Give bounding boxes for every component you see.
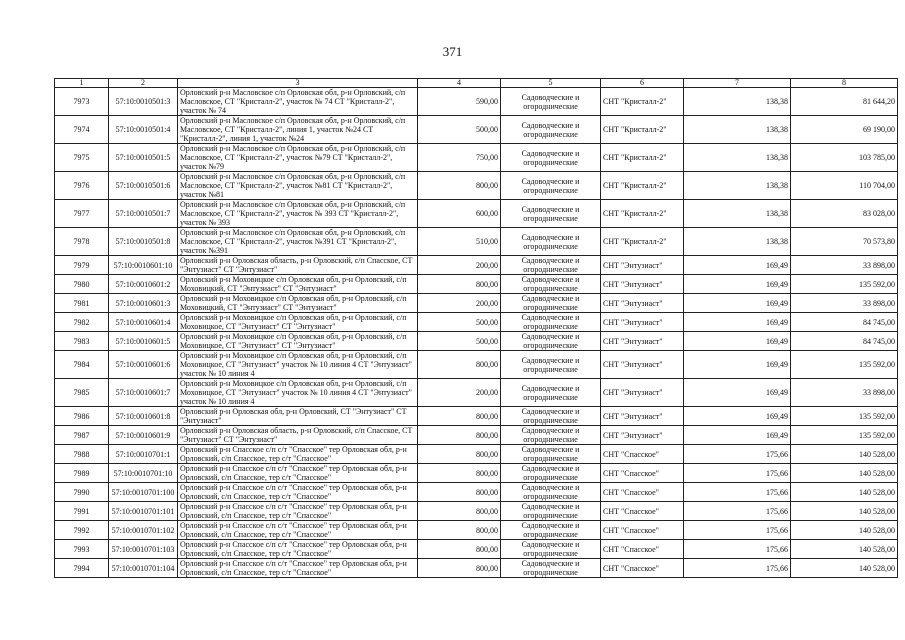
unit-price-cell: 169,49 xyxy=(684,275,791,294)
area-cell: 500,00 xyxy=(418,332,501,351)
area-cell: 750,00 xyxy=(418,144,501,172)
land-use-cell: Садоводческие и огороднические xyxy=(501,200,601,228)
table-row xyxy=(55,200,898,228)
cadastral-value-cell: 140 528,00 xyxy=(791,464,898,483)
unit-price-cell: 138,38 xyxy=(684,88,791,116)
address-cell: Орловский р-н Спасское с/п с/т "Спасское" тер Орловская обл, р-н Орловский, с/п Спасское, тер с/т "Спасское" xyxy=(178,521,418,540)
area-cell: 800,00 xyxy=(418,521,501,540)
cadastral-value-cell: 33 898,00 xyxy=(791,256,898,275)
land-use-cell: Садоводческие и огороднические xyxy=(501,275,601,294)
organization-cell: СНТ "Энтузиаст" xyxy=(601,379,684,407)
address-cell: Орловский р-н Масловское с/п Орловская обл, р-н Орловский, с/п Масловское, СТ "Кристалл-2", участок №391 СТ "Кристалл-2", участок №391 xyxy=(178,228,418,256)
table-row xyxy=(55,313,898,332)
table-row xyxy=(55,559,898,578)
area-cell: 590,00 xyxy=(418,88,501,116)
cadastral-number: 57:10:0010501:6 xyxy=(109,172,178,200)
organization-cell: СНТ "Спасское" xyxy=(601,464,684,483)
organization-cell: СНТ "Спасское" xyxy=(601,502,684,521)
address-cell: Орловский р-н Масловское с/п Орловская обл, р-н Орловский, с/п Масловское, СТ "Кристалл-2", участок №79 СТ "Кристалл-2", участок №79 xyxy=(178,144,418,172)
unit-price-cell: 175,66 xyxy=(684,521,791,540)
unit-price-cell: 169,49 xyxy=(684,407,791,426)
column-header: 4 xyxy=(418,79,501,88)
row-number: 7993 xyxy=(55,540,109,559)
cadastral-value-cell: 103 785,00 xyxy=(791,144,898,172)
row-number: 7994 xyxy=(55,559,109,578)
unit-price-cell: 169,49 xyxy=(684,351,791,379)
row-number: 7980 xyxy=(55,275,109,294)
table-row xyxy=(55,228,898,256)
unit-price-cell: 175,66 xyxy=(684,502,791,521)
address-cell: Орловский р-н Моховицкое с/п Орловская обл, р-н Орловский, с/п Моховицкое, СТ "Энтузиаст" СТ "Энтузиаст" xyxy=(178,332,418,351)
table-row xyxy=(55,407,898,426)
cadastral-value-cell: 140 528,00 xyxy=(791,502,898,521)
cadastral-number: 57:10:0010501:3 xyxy=(109,88,178,116)
land-use-cell: Садоводческие и огороднические xyxy=(501,351,601,379)
cadastral-value-cell: 84 745,00 xyxy=(791,313,898,332)
cadastral-number: 57:10:0010701:100 xyxy=(109,483,178,502)
organization-cell: СНТ "Энтузиаст" xyxy=(601,426,684,445)
column-header: 1 xyxy=(55,79,109,88)
area-cell: 800,00 xyxy=(418,275,501,294)
unit-price-cell: 138,38 xyxy=(684,228,791,256)
land-use-cell: Садоводческие и огороднические xyxy=(501,540,601,559)
cadastral-number: 57:10:0010501:7 xyxy=(109,200,178,228)
organization-cell: СНТ "Кристалл-2" xyxy=(601,200,684,228)
organization-cell: СНТ "Кристалл-2" xyxy=(601,144,684,172)
unit-price-cell: 175,66 xyxy=(684,540,791,559)
land-use-cell: Садоводческие и огороднические xyxy=(501,144,601,172)
cadastral-value-cell: 69 190,00 xyxy=(791,116,898,144)
table-row xyxy=(55,464,898,483)
land-use-cell: Садоводческие и огороднические xyxy=(501,502,601,521)
unit-price-cell: 138,38 xyxy=(684,200,791,228)
organization-cell: СНТ "Спасское" xyxy=(601,483,684,502)
row-number: 7987 xyxy=(55,426,109,445)
row-number: 7984 xyxy=(55,351,109,379)
address-cell: Орловский р-н Масловское с/п Орловская обл, р-н Орловский, с/п Масловское, СТ "Кристалл-2", участок № 74 СТ "Кристалл-2", участок № 74 xyxy=(178,88,418,116)
row-number: 7974 xyxy=(55,116,109,144)
address-cell: Орловский р-н Орловская область, р-н Орловский, с/п Спасское, СТ "Энтузиаст" СТ "Энтузиаст" xyxy=(178,426,418,445)
cadastral-value-cell: 110 704,00 xyxy=(791,172,898,200)
row-number: 7981 xyxy=(55,294,109,313)
cadastral-value-cell: 135 592,00 xyxy=(791,351,898,379)
land-registry-table xyxy=(54,78,898,578)
area-cell: 500,00 xyxy=(418,313,501,332)
area-cell: 500,00 xyxy=(418,116,501,144)
row-number: 7989 xyxy=(55,464,109,483)
address-cell: Орловский р-н Спасское с/п с/т "Спасское" тер Орловская обл, р-н Орловский, с/п Спасское, тер с/т "Спасское" xyxy=(178,559,418,578)
table-row xyxy=(55,540,898,559)
address-cell: Орловский р-н Моховицкое с/п Орловская обл, р-н Орловский, с/п Моховицкое, СТ "Энтузиаст" участок № 10 линия 4 СТ "Энтузиаст" участок № 10 линия 4 xyxy=(178,379,418,407)
row-number: 7982 xyxy=(55,313,109,332)
organization-cell: СНТ "Спасское" xyxy=(601,521,684,540)
address-cell: Орловский р-н Спасское с/п с/т "Спасское" тер Орловская обл, р-н Орловский, с/п Спасское, тер с/т "Спасское" xyxy=(178,483,418,502)
table-row xyxy=(55,483,898,502)
area-cell: 800,00 xyxy=(418,351,501,379)
unit-price-cell: 138,38 xyxy=(684,116,791,144)
column-header: 6 xyxy=(601,79,684,88)
unit-price-cell: 169,49 xyxy=(684,379,791,407)
unit-price-cell: 169,49 xyxy=(684,332,791,351)
land-use-cell: Садоводческие и огороднические xyxy=(501,407,601,426)
cadastral-value-cell: 140 528,00 xyxy=(791,559,898,578)
table-row xyxy=(55,116,898,144)
row-number: 7975 xyxy=(55,144,109,172)
address-cell: Орловский р-н Моховицкое с/п Орловская обл, р-н Орловский, с/п Моховицкое, СТ "Энтузиаст" СТ "Энтузиаст" xyxy=(178,313,418,332)
area-cell: 800,00 xyxy=(418,559,501,578)
cadastral-number: 57:10:0010701:103 xyxy=(109,540,178,559)
cadastral-value-cell: 140 528,00 xyxy=(791,445,898,464)
area-cell: 800,00 xyxy=(418,464,501,483)
cadastral-value-cell: 140 528,00 xyxy=(791,521,898,540)
cadastral-number: 57:10:0010601:6 xyxy=(109,351,178,379)
organization-cell: СНТ "Спасское" xyxy=(601,445,684,464)
column-header: 7 xyxy=(684,79,791,88)
cadastral-value-cell: 135 592,00 xyxy=(791,275,898,294)
table-row xyxy=(55,445,898,464)
column-header: 3 xyxy=(178,79,418,88)
row-number: 7992 xyxy=(55,521,109,540)
area-cell: 200,00 xyxy=(418,256,501,275)
row-number: 7973 xyxy=(55,88,109,116)
table-row xyxy=(55,502,898,521)
table-header-row xyxy=(55,79,898,88)
organization-cell: СНТ "Спасское" xyxy=(601,559,684,578)
organization-cell: СНТ "Кристалл-2" xyxy=(601,88,684,116)
cadastral-value-cell: 33 898,00 xyxy=(791,294,898,313)
unit-price-cell: 138,38 xyxy=(684,172,791,200)
unit-price-cell: 175,66 xyxy=(684,464,791,483)
cadastral-number: 57:10:0010501:4 xyxy=(109,116,178,144)
cadastral-number: 57:10:0010601:2 xyxy=(109,275,178,294)
land-use-cell: Садоводческие и огороднические xyxy=(501,445,601,464)
area-cell: 800,00 xyxy=(418,540,501,559)
cadastral-value-cell: 140 528,00 xyxy=(791,483,898,502)
address-cell: Орловский р-н Спасское с/п с/т "Спасское" тер Орловская обл, р-н Орловский, с/п Спасское, тер с/т "Спасское" xyxy=(178,445,418,464)
organization-cell: СНТ "Энтузиаст" xyxy=(601,275,684,294)
cadastral-number: 57:10:0010601:7 xyxy=(109,379,178,407)
cadastral-number: 57:10:0010601:8 xyxy=(109,407,178,426)
cadastral-value-cell: 81 644,20 xyxy=(791,88,898,116)
area-cell: 800,00 xyxy=(418,483,501,502)
column-header: 2 xyxy=(109,79,178,88)
table-row xyxy=(55,332,898,351)
unit-price-cell: 169,49 xyxy=(684,256,791,275)
cadastral-number: 57:10:0010601:3 xyxy=(109,294,178,313)
cadastral-value-cell: 84 745,00 xyxy=(791,332,898,351)
cadastral-number: 57:10:0010701:101 xyxy=(109,502,178,521)
land-use-cell: Садоводческие и огороднические xyxy=(501,559,601,578)
cadastral-value-cell: 135 592,00 xyxy=(791,407,898,426)
land-use-cell: Садоводческие и огороднические xyxy=(501,332,601,351)
unit-price-cell: 169,49 xyxy=(684,426,791,445)
land-use-cell: Садоводческие и огороднические xyxy=(501,88,601,116)
cadastral-number: 57:10:0010501:5 xyxy=(109,144,178,172)
land-use-cell: Садоводческие и огороднические xyxy=(501,464,601,483)
cadastral-number: 57:10:0010701:1 xyxy=(109,445,178,464)
land-use-cell: Садоводческие и огороднические xyxy=(501,521,601,540)
cadastral-value-cell: 83 028,00 xyxy=(791,200,898,228)
address-cell: Орловский р-н Орловская область, р-н Орловский, с/п Спасское, СТ "Энтузиаст" СТ "Энтузиаст" xyxy=(178,256,418,275)
table-row xyxy=(55,172,898,200)
address-cell: Орловский р-н Спасское с/п с/т "Спасское" тер Орловская обл, р-н Орловский, с/п Спасское, тер с/т "Спасское" xyxy=(178,464,418,483)
cadastral-value-cell: 140 528,00 xyxy=(791,540,898,559)
cadastral-number: 57:10:0010501:8 xyxy=(109,228,178,256)
row-number: 7983 xyxy=(55,332,109,351)
land-use-cell: Садоводческие и огороднические xyxy=(501,426,601,445)
cadastral-value-cell: 70 573,80 xyxy=(791,228,898,256)
land-use-cell: Садоводческие и огороднические xyxy=(501,172,601,200)
area-cell: 200,00 xyxy=(418,379,501,407)
cadastral-number: 57:10:0010601:9 xyxy=(109,426,178,445)
table-body xyxy=(55,79,898,578)
unit-price-cell: 169,49 xyxy=(684,313,791,332)
organization-cell: СНТ "Кристалл-2" xyxy=(601,228,684,256)
area-cell: 800,00 xyxy=(418,407,501,426)
area-cell: 800,00 xyxy=(418,172,501,200)
address-cell: Орловский р-н Масловское с/п Орловская обл, р-н Орловский, с/п Масловское, СТ "Кристалл-2", участок № 393 СТ "Кристалл-2", участок № 393 xyxy=(178,200,418,228)
land-use-cell: Садоводческие и огороднические xyxy=(501,313,601,332)
column-header: 5 xyxy=(501,79,601,88)
row-number: 7988 xyxy=(55,445,109,464)
organization-cell: СНТ "Энтузиаст" xyxy=(601,351,684,379)
table-row xyxy=(55,521,898,540)
organization-cell: СНТ "Энтузиаст" xyxy=(601,294,684,313)
cadastral-number: 57:10:0010701:10 xyxy=(109,464,178,483)
organization-cell: СНТ "Спасское" xyxy=(601,540,684,559)
address-cell: Орловский р-н Спасское с/п с/т "Спасское" тер Орловская обл, р-н Орловский, с/п Спасское, тер с/т "Спасское" xyxy=(178,540,418,559)
area-cell: 600,00 xyxy=(418,200,501,228)
address-cell: Орловский р-н Орловская обл, р-н Орловский, СТ "Энтузиаст" СТ "Энтузиаст" xyxy=(178,407,418,426)
row-number: 7991 xyxy=(55,502,109,521)
cadastral-number: 57:10:0010701:102 xyxy=(109,521,178,540)
table-row xyxy=(55,88,898,116)
area-cell: 510,00 xyxy=(418,228,501,256)
table-row xyxy=(55,426,898,445)
land-use-cell: Садоводческие и огороднические xyxy=(501,483,601,502)
row-number: 7986 xyxy=(55,407,109,426)
cadastral-number: 57:10:0010601:4 xyxy=(109,313,178,332)
unit-price-cell: 169,49 xyxy=(684,294,791,313)
organization-cell: СНТ "Кристалл-2" xyxy=(601,172,684,200)
cadastral-value-cell: 33 898,00 xyxy=(791,379,898,407)
cadastral-value-cell: 135 592,00 xyxy=(791,426,898,445)
cadastral-number: 57:10:0010701:104 xyxy=(109,559,178,578)
page-number: 371 xyxy=(442,44,463,59)
land-use-cell: Садоводческие и огороднические xyxy=(501,228,601,256)
unit-price-cell: 138,38 xyxy=(684,144,791,172)
area-cell: 200,00 xyxy=(418,294,501,313)
organization-cell: СНТ "Энтузиаст" xyxy=(601,313,684,332)
address-cell: Орловский р-н Спасское с/п с/т "Спасское" тер Орловская обл, р-н Орловский, с/п Спасское, тер с/т "Спасское" xyxy=(178,502,418,521)
row-number: 7978 xyxy=(55,228,109,256)
area-cell: 800,00 xyxy=(418,426,501,445)
table-row xyxy=(55,275,898,294)
area-cell: 800,00 xyxy=(418,502,501,521)
organization-cell: СНТ "Кристалл-2" xyxy=(601,116,684,144)
unit-price-cell: 175,66 xyxy=(684,483,791,502)
organization-cell: СНТ "Энтузиаст" xyxy=(601,332,684,351)
table-row xyxy=(55,351,898,379)
row-number: 7990 xyxy=(55,483,109,502)
land-use-cell: Садоводческие и огороднические xyxy=(501,294,601,313)
row-number: 7985 xyxy=(55,379,109,407)
address-cell: Орловский р-н Моховицкое с/п Орловская обл, р-н Орловский, с/п Моховицкий, СТ "Энтузиаст" СТ "Энтузиаст" xyxy=(178,294,418,313)
address-cell: Орловский р-н Масловское с/п Орловская обл, р-н Орловский, с/п Масловское, СТ "Кристалл-2", участок №81 СТ "Кристалл-2", участок №81 xyxy=(178,172,418,200)
area-cell: 800,00 xyxy=(418,445,501,464)
organization-cell: СНТ "Энтузиаст" xyxy=(601,256,684,275)
table-row xyxy=(55,294,898,313)
address-cell: Орловский р-н Моховицкое с/п Орловская обл, р-н Орловский, с/п Моховицкое, СТ "Энтузиаст" участок № 10 линия 4 СТ "Энтузиаст" участок № 10 линия 4 xyxy=(178,351,418,379)
table-row xyxy=(55,379,898,407)
row-number: 7976 xyxy=(55,172,109,200)
cadastral-number: 57:10:0010601:10 xyxy=(109,256,178,275)
address-cell: Орловский р-н Масловское с/п Орловская обл, р-н Орловский, с/п Масловское, СТ "Кристалл-2", линия 1, участок №24 СТ "Кристалл-2", линия 1, участок №24 xyxy=(178,116,418,144)
row-number: 7979 xyxy=(55,256,109,275)
unit-price-cell: 175,66 xyxy=(684,445,791,464)
organization-cell: СНТ "Энтузиаст" xyxy=(601,407,684,426)
land-use-cell: Садоводческие и огороднические xyxy=(501,116,601,144)
row-number: 7977 xyxy=(55,200,109,228)
land-use-cell: Садоводческие и огороднические xyxy=(501,256,601,275)
land-use-cell: Садоводческие и огороднические xyxy=(501,379,601,407)
unit-price-cell: 175,66 xyxy=(684,559,791,578)
table-row xyxy=(55,256,898,275)
table-row xyxy=(55,144,898,172)
address-cell: Орловский р-н Моховицкое с/п Орловская обл, р-н Орловский, с/п Моховицкий, СТ "Энтузиаст" СТ "Энтузиаст" xyxy=(178,275,418,294)
cadastral-number: 57:10:0010601:5 xyxy=(109,332,178,351)
column-header: 8 xyxy=(791,79,898,88)
